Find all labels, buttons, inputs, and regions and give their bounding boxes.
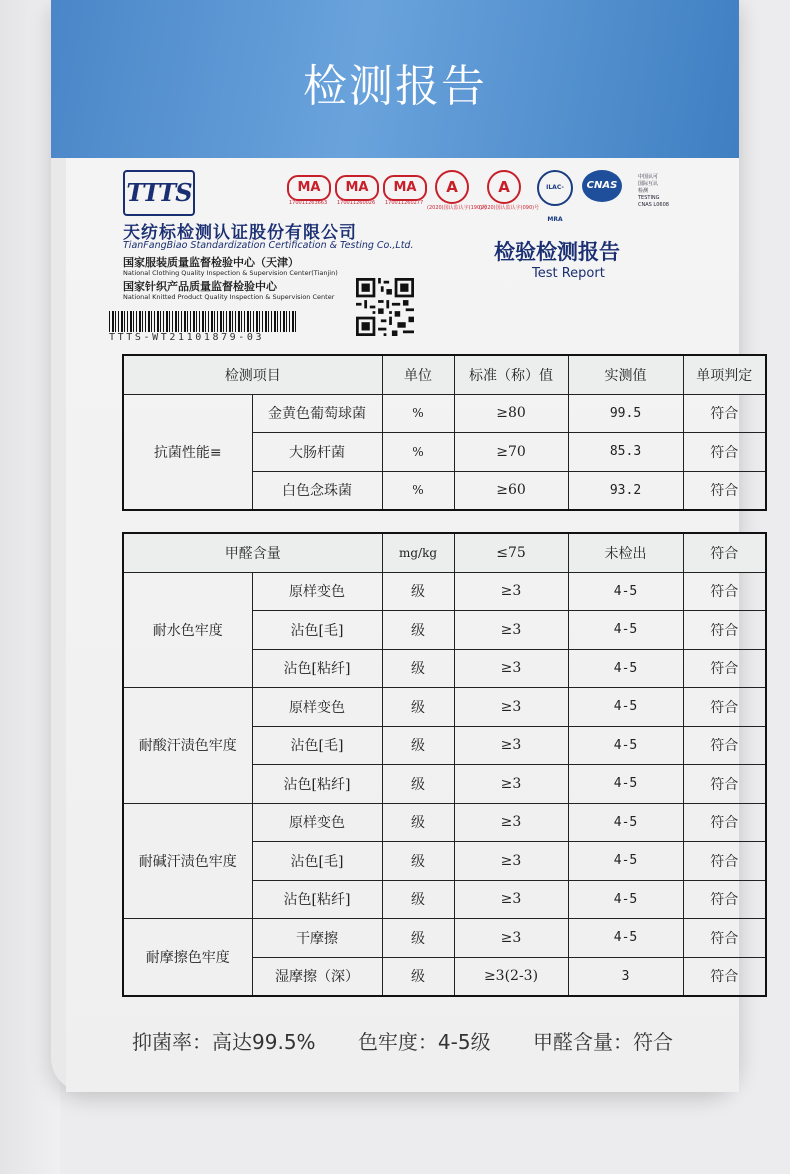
antibacterial-table — [122, 354, 767, 511]
cma-number: 170011260277 — [385, 200, 424, 206]
cma-mark-icon: MA — [335, 175, 379, 201]
verdict-cell: 符合 — [683, 533, 766, 572]
measured-cell: 未检出 — [568, 533, 683, 572]
verdict-cell: 符合 — [683, 726, 766, 765]
unit-cell: 级 — [382, 611, 454, 650]
standard-cell: ≥3 — [454, 649, 568, 688]
item-cell: 沾色[粘纤] — [252, 765, 382, 804]
table-header-row — [123, 355, 766, 394]
verdict-cell: 符合 — [683, 842, 766, 881]
unit-cell: mg/kg — [382, 533, 454, 572]
measured-cell: 4-5 — [568, 765, 683, 804]
measured-cell: 4-5 — [568, 726, 683, 765]
standard-cell: ≥3 — [454, 726, 568, 765]
banner-title: 检测报告 — [303, 61, 487, 112]
certification-marks — [287, 170, 687, 223]
summary-formaldehyde: 甲醛含量：符合 — [532, 1030, 673, 1054]
cnas-mark-icon: CNAS — [582, 170, 622, 202]
measured-cell: 4-5 — [568, 649, 683, 688]
item-cell: 沾色[毛] — [252, 842, 382, 881]
unit-cell: % — [382, 433, 454, 472]
unit-cell: 级 — [382, 842, 454, 881]
unit-cell: 级 — [382, 649, 454, 688]
header-standard: 标准（称）值 — [454, 355, 568, 394]
verdict-cell: 符合 — [683, 471, 766, 510]
item-cell: 原样变色 — [252, 803, 382, 842]
ttts-logo: TTTS — [123, 170, 195, 216]
unit-cell: 级 — [382, 765, 454, 804]
group-label: 耐碱汗渍色牢度 — [123, 803, 252, 919]
measured-cell: 99.5 — [568, 394, 683, 433]
item-cell: 沾色[毛] — [252, 726, 382, 765]
report-document — [66, 158, 753, 1092]
cnas-caption — [638, 174, 669, 209]
cma-number: 170011263663 — [289, 200, 328, 206]
standard-cell: ≥3 — [454, 842, 568, 881]
cal-mark-icon: A — [435, 170, 469, 204]
header-measured: 实测值 — [568, 355, 683, 394]
standard-cell: ≥60 — [454, 471, 568, 510]
measured-cell: 4-5 — [568, 688, 683, 727]
verdict-cell: 符合 — [683, 765, 766, 804]
company-name-en: TianFangBiao Standardization Certification & Testing Co.,Ltd. — [123, 240, 414, 251]
standard-cell: ≥70 — [454, 433, 568, 472]
report-title-en: Test Report — [532, 266, 605, 281]
table-row — [123, 919, 766, 958]
summary-colorfastness: 色牢度：4-5级 — [357, 1030, 491, 1054]
unit-cell: 级 — [382, 572, 454, 611]
standard-cell: ≥3 — [454, 803, 568, 842]
header-verdict: 单项判定 — [683, 355, 766, 394]
item-cell: 沾色[毛] — [252, 611, 382, 650]
table-row — [123, 688, 766, 727]
unit-cell: % — [382, 394, 454, 433]
table-row — [123, 572, 766, 611]
ilac-mra-icon: ILAC-MRA — [537, 170, 573, 206]
item-cell: 干摩擦 — [252, 919, 382, 958]
verdict-cell: 符合 — [683, 572, 766, 611]
standard-cell: ≤75 — [454, 533, 568, 572]
unit-cell: 级 — [382, 726, 454, 765]
item-cell: 白色念珠菌 — [252, 471, 382, 510]
item-cell: 湿摩擦（深） — [252, 957, 382, 996]
table-row — [123, 803, 766, 842]
measured-cell: 4-5 — [568, 842, 683, 881]
unit-cell: % — [382, 471, 454, 510]
title-banner — [51, 0, 739, 158]
group-label: 耐酸汗渍色牢度 — [123, 688, 252, 804]
group-label: 耐水色牢度 — [123, 572, 252, 688]
measured-cell: 4-5 — [568, 919, 683, 958]
group-label: 耐摩擦色牢度 — [123, 919, 252, 997]
item-cell: 大肠杆菌 — [252, 433, 382, 472]
verdict-cell: 符合 — [683, 688, 766, 727]
item-cell: 沾色[粘纤] — [252, 880, 382, 919]
standard-cell: ≥3 — [454, 611, 568, 650]
unit-cell: 级 — [382, 919, 454, 958]
colorfastness-table — [122, 532, 767, 997]
cma-mark-icon: MA — [383, 175, 427, 201]
report-title-cn: 检验检测报告 — [494, 239, 620, 264]
report-card — [51, 0, 753, 1092]
unit-cell: 级 — [382, 688, 454, 727]
item-cell: 原样变色 — [252, 688, 382, 727]
barcode — [109, 311, 297, 332]
barcode-number: TTTS-WT21101879-03 — [109, 332, 265, 343]
verdict-cell: 符合 — [683, 394, 766, 433]
measured-cell: 93.2 — [568, 471, 683, 510]
table-row — [123, 394, 766, 433]
center1-name-cn: 国家服装质量监督检验中心（天津） — [123, 256, 299, 269]
verdict-cell: 符合 — [683, 611, 766, 650]
header-item: 检测项目 — [123, 355, 382, 394]
measured-cell: 85.3 — [568, 433, 683, 472]
verdict-cell: 符合 — [683, 803, 766, 842]
header-unit: 单位 — [382, 355, 454, 394]
cnas-caption-line: TESTING — [638, 195, 660, 201]
cnas-caption-line: 国际互认 — [638, 181, 659, 187]
qr-code-icon — [356, 278, 414, 336]
measured-cell: 4-5 — [568, 880, 683, 919]
standard-cell: ≥3 — [454, 688, 568, 727]
standard-cell: ≥3 — [454, 880, 568, 919]
verdict-cell: 符合 — [683, 880, 766, 919]
item-cell: 甲醛含量 — [123, 533, 382, 572]
cnas-caption-line: CNAS L0608 — [638, 202, 669, 208]
item-cell: 金黄色葡萄球菌 — [252, 394, 382, 433]
unit-cell: 级 — [382, 880, 454, 919]
summary-antibacterial: 抑菌率：高达99.5% — [132, 1030, 316, 1054]
verdict-cell: 符合 — [683, 957, 766, 996]
summary-footer — [66, 1026, 739, 1055]
standard-cell: ≥3 — [454, 919, 568, 958]
verdict-cell: 符合 — [683, 649, 766, 688]
cma-number: 170011260026 — [337, 200, 376, 206]
center2-name-cn: 国家针织产品质量监督检验中心 — [123, 280, 277, 293]
group-label: 抗菌性能≡ — [123, 394, 252, 510]
center1-name-en: National Clothing Quality Inspection & Supervision Center(Tianjin) — [123, 269, 338, 277]
unit-cell: 级 — [382, 957, 454, 996]
center2-name-en: National Knitted Product Quality Inspection & Supervision Center — [123, 293, 335, 301]
standard-cell: ≥3(2-3) — [454, 957, 568, 996]
measured-cell: 4-5 — [568, 611, 683, 650]
cnas-caption-line: 中国认可 — [638, 174, 659, 180]
item-cell: 沾色[粘纤] — [252, 649, 382, 688]
standard-cell: ≥80 — [454, 394, 568, 433]
item-cell: 原样变色 — [252, 572, 382, 611]
cal-number: (2020)国认监认字(190)号 — [427, 205, 488, 211]
verdict-cell: 符合 — [683, 433, 766, 472]
cnas-caption-line: 检测 — [638, 188, 649, 194]
table-row — [123, 533, 766, 572]
cal-mark-icon: A — [487, 170, 521, 204]
company-name-cn: 天纺标检测认证股份有限公司 — [123, 223, 357, 243]
verdict-cell: 符合 — [683, 919, 766, 958]
cma-mark-icon: MA — [287, 175, 331, 201]
measured-cell: 4-5 — [568, 572, 683, 611]
cal-number: (2020)国认监认字(090)号 — [479, 205, 540, 211]
measured-cell: 4-5 — [568, 803, 683, 842]
unit-cell: 级 — [382, 803, 454, 842]
standard-cell: ≥3 — [454, 765, 568, 804]
measured-cell: 3 — [568, 957, 683, 996]
standard-cell: ≥3 — [454, 572, 568, 611]
